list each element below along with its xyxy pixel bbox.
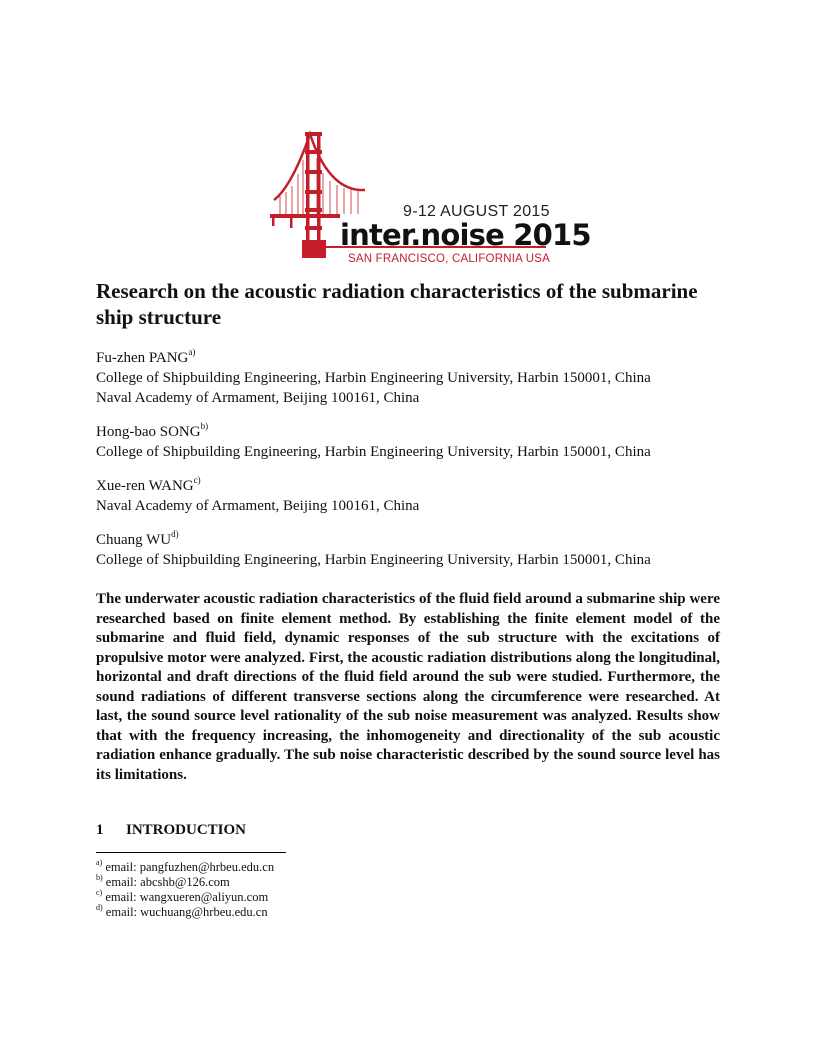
author-block: [96, 348, 736, 408]
conference-date: 9-12 AUGUST 2015: [403, 203, 550, 220]
conference-name: inter.noise 2015: [340, 218, 591, 252]
footnote-mark: c): [96, 887, 103, 897]
author-name: Fu-zhen PANG: [96, 350, 189, 366]
section-heading: [96, 822, 246, 839]
author-affiliation: Naval Academy of Armament, Beijing 100161, China: [96, 390, 420, 406]
footnote-mark: d): [96, 902, 103, 912]
author-block: [96, 422, 736, 462]
footnote-mark: a): [188, 347, 196, 357]
footnote: [96, 857, 275, 875]
author-block: [96, 476, 736, 516]
footnote-mark: c): [193, 475, 201, 485]
footnote-mark: b): [200, 421, 209, 431]
footnote: [96, 902, 274, 920]
section-title: INTRODUCTION: [126, 822, 247, 838]
footnote-mark: a): [96, 857, 103, 867]
author-name: Hong-bao SONG: [96, 424, 201, 440]
paper-title: Research on the acoustic radiation characteristics of the submarine ship structure: [96, 279, 698, 329]
author-block: [96, 530, 736, 570]
footnote-email: email: wuchuang@hrbeu.edu.cn: [105, 905, 268, 919]
footnote: [96, 887, 274, 905]
footnote-mark: b): [96, 872, 103, 882]
section-number: 1: [96, 822, 104, 838]
footnote-email: email: pangfuzhen@hrbeu.edu.cn: [105, 860, 275, 874]
footnote-mark: d): [171, 529, 179, 539]
footnote-email: email: abcshb@126.com: [105, 875, 230, 889]
author-affiliation: College of Shipbuilding Engineering, Harbin Engineering University, Harbin 150001, China: [96, 370, 651, 386]
footnote-divider: [96, 852, 286, 853]
author-list: [96, 348, 736, 584]
author-affiliation: College of Shipbuilding Engineering, Harbin Engineering University, Harbin 150001, China: [96, 444, 651, 460]
abstract: The underwater acoustic radiation characteristics of the fluid field around a submarine ship were researched based on finite element method. By establishing the finite element model of the submarine and fluid field, dynamic responses of the sub structure with the excitations of propulsive motor were analyzed. First, the acoustic radiation distributions along the longitudinal, horizontal and draft directions of the fluid field around the sub were studied. Furthermore, the sound radiations of different transverse sections along the circumference were researched. At last, the sound source level rationality of the sub noise measurement was analyzed. Results show that with the frequency increasing, the inhomogeneity and directionality of the sub acoustic radiation enhance gradually. The sub noise characteristic described by the sound source level has its limitations.: [96, 591, 720, 783]
author-affiliation: Naval Academy of Armament, Beijing 100161, China: [96, 498, 420, 514]
footnote: [96, 872, 274, 890]
author-name: Chuang WU: [96, 532, 172, 548]
footnotes: [96, 857, 275, 920]
footnote-email: email: wangxueren@aliyun.com: [105, 890, 269, 904]
author-affiliation: College of Shipbuilding Engineering, Harbin Engineering University, Harbin 150001, China: [96, 552, 651, 568]
conference-location: SAN FRANCISCO, CALIFORNIA USA: [348, 253, 550, 265]
conference-logo: [270, 128, 591, 268]
author-name: Xue-ren WANG: [96, 478, 194, 494]
